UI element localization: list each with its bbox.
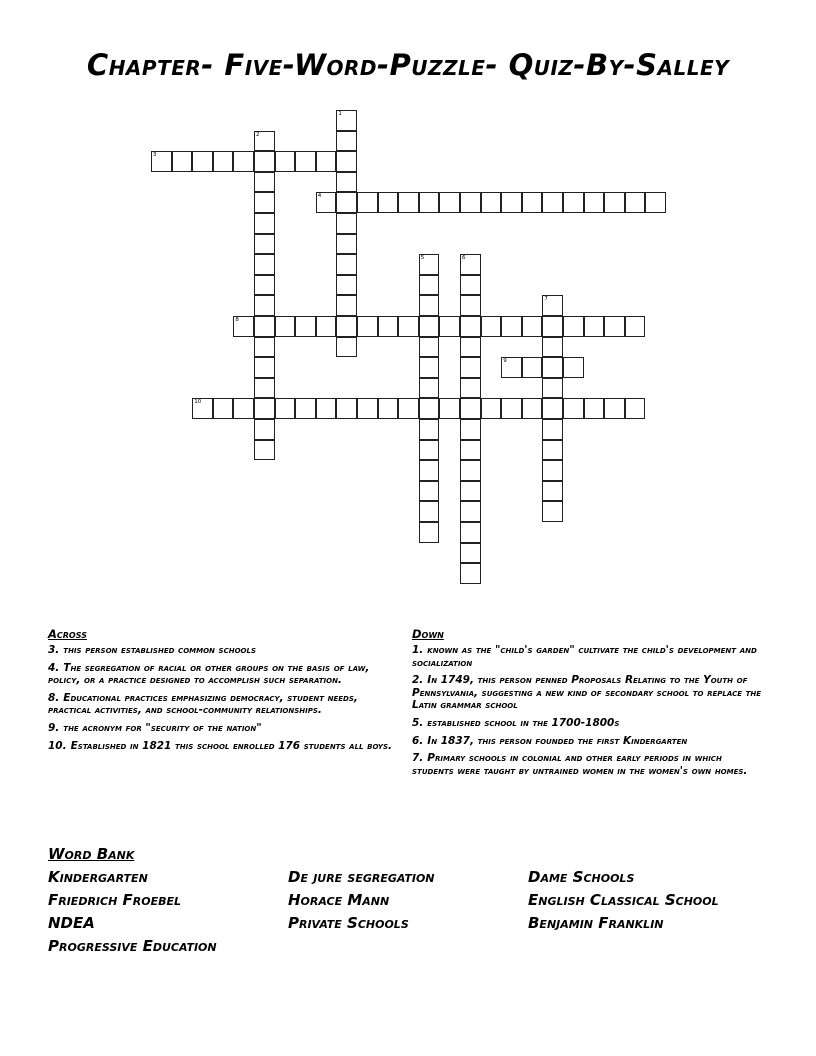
cell-number: 10	[194, 399, 202, 406]
grid-cell[interactable]	[378, 398, 399, 419]
grid-cell[interactable]	[460, 295, 481, 316]
grid-cell[interactable]	[254, 275, 275, 296]
grid-cell[interactable]	[460, 254, 481, 275]
grid-cell[interactable]	[172, 151, 193, 172]
grid-cell[interactable]	[254, 131, 275, 152]
grid-cell[interactable]	[233, 316, 254, 337]
grid-cell[interactable]	[419, 440, 440, 461]
grid-cell[interactable]	[254, 234, 275, 255]
cell-number: 3	[153, 152, 157, 159]
grid-cell[interactable]	[460, 357, 481, 378]
grid-cell[interactable]	[357, 192, 378, 213]
grid-cell[interactable]	[542, 378, 563, 399]
grid-cell[interactable]	[542, 192, 563, 213]
cell-number: 8	[235, 317, 239, 323]
grid-cell[interactable]	[439, 316, 460, 337]
word-bank-item: Horace Mann	[288, 891, 390, 909]
grid-cell[interactable]	[522, 357, 543, 378]
grid-cell[interactable]	[316, 151, 337, 172]
grid-cell[interactable]	[481, 398, 502, 419]
grid-cell[interactable]	[542, 357, 563, 378]
grid-cell[interactable]	[460, 501, 481, 522]
grid-cell[interactable]	[254, 151, 275, 172]
across-clues	[48, 627, 393, 757]
grid-cell[interactable]	[501, 357, 522, 378]
grid-cell[interactable]	[316, 192, 337, 213]
grid-cell[interactable]	[275, 398, 296, 419]
grid-cell[interactable]	[336, 151, 357, 172]
grid-cell[interactable]	[419, 378, 440, 399]
grid-cell[interactable]	[254, 398, 275, 419]
grid-cell[interactable]	[584, 398, 605, 419]
cell-number: 9	[503, 358, 507, 365]
grid-cell[interactable]	[336, 213, 357, 234]
grid-cell[interactable]	[460, 543, 481, 564]
grid-cell[interactable]	[460, 337, 481, 358]
grid-cell[interactable]	[336, 234, 357, 255]
grid-cell[interactable]	[501, 398, 522, 419]
clue-across-9: 9. the acronym for "security of the nation"	[48, 721, 262, 734]
clue-across-8: 8. Educational practices emphasizing democracy, student needs, practical activities, and school-community relationships.	[48, 691, 358, 717]
grid-cell[interactable]	[439, 192, 460, 213]
grid-cell[interactable]	[419, 481, 440, 502]
grid-cell[interactable]	[275, 316, 296, 337]
grid-cell[interactable]	[213, 398, 234, 419]
grid-cell[interactable]	[542, 316, 563, 337]
word-bank-item: Progressive Education	[48, 937, 217, 955]
grid-cell[interactable]	[542, 419, 563, 440]
cell-number: 4	[317, 193, 322, 200]
grid-cell[interactable]	[419, 192, 440, 213]
grid-cell[interactable]	[254, 337, 275, 358]
clue-down-6: 6. In 1837, this person founded the first Kindergarten	[412, 734, 688, 747]
grid-cell[interactable]	[336, 192, 357, 213]
clue-down-5: 5. established school in the 1700-1800s	[412, 716, 620, 729]
cell-number: 1	[338, 111, 342, 117]
grid-cell[interactable]	[419, 295, 440, 316]
grid-cell[interactable]	[295, 151, 316, 172]
grid-cell[interactable]	[419, 522, 440, 543]
grid-cell[interactable]	[254, 172, 275, 193]
grid-cell[interactable]	[542, 460, 563, 481]
grid-cell[interactable]	[419, 398, 440, 419]
grid-cell[interactable]	[604, 316, 625, 337]
grid-cell[interactable]	[295, 316, 316, 337]
grid-cell[interactable]	[522, 398, 543, 419]
grid-cell[interactable]	[254, 419, 275, 440]
grid-cell[interactable]	[460, 192, 481, 213]
grid-cell[interactable]	[254, 440, 275, 461]
down-clues	[412, 627, 767, 782]
grid-cell[interactable]	[460, 419, 481, 440]
grid-cell[interactable]	[316, 316, 337, 337]
grid-cell[interactable]	[336, 110, 357, 131]
grid-cell[interactable]	[460, 460, 481, 481]
grid-cell[interactable]	[398, 316, 419, 337]
word-bank-item: Dame Schools	[528, 868, 635, 886]
grid-cell[interactable]	[254, 254, 275, 275]
word-bank-item: Private Schools	[288, 914, 409, 932]
grid-cell[interactable]	[563, 192, 584, 213]
grid-cell[interactable]	[542, 337, 563, 358]
grid-cell[interactable]	[316, 398, 337, 419]
grid-cell[interactable]	[460, 316, 481, 337]
grid-cell[interactable]	[254, 213, 275, 234]
cell-number: 6	[462, 255, 466, 262]
word-bank-item: NDEA	[48, 914, 95, 932]
word-bank-heading: Word Bank	[48, 845, 135, 863]
grid-cell[interactable]	[481, 316, 502, 337]
grid-cell[interactable]	[460, 522, 481, 543]
grid-cell[interactable]	[295, 398, 316, 419]
clue-across-4: 4. The segregation of racial or other groups on the basis of law, policy, or a practice designed to accomplish such separation.	[48, 661, 370, 687]
grid-cell[interactable]	[460, 398, 481, 419]
grid-cell[interactable]	[439, 398, 460, 419]
grid-cell[interactable]	[254, 192, 275, 213]
clue-down-7: 7. Primary schools in colonial and other early periods in which students were taught by untrained women in the women's own homes.	[412, 752, 748, 777]
grid-cell[interactable]	[254, 316, 275, 337]
grid-cell[interactable]	[275, 151, 296, 172]
grid-cell[interactable]	[336, 131, 357, 152]
grid-cell[interactable]	[378, 192, 399, 213]
grid-cell[interactable]	[192, 151, 213, 172]
word-bank-item: English Classical School	[528, 891, 719, 909]
grid-cell[interactable]	[336, 398, 357, 419]
grid-cell[interactable]	[336, 337, 357, 358]
word-bank-item: Kindergarten	[48, 868, 148, 886]
grid-cell[interactable]	[604, 192, 625, 213]
grid-cell[interactable]	[460, 378, 481, 399]
grid-cell[interactable]	[357, 398, 378, 419]
grid-cell[interactable]	[336, 295, 357, 316]
puzzle-title: Chapter- Five-Word-Puzzle- Quiz-By-Salley	[86, 48, 730, 82]
grid-cell[interactable]	[584, 316, 605, 337]
grid-cell[interactable]	[419, 254, 440, 275]
grid-cell[interactable]	[336, 172, 357, 193]
grid-cell[interactable]	[378, 316, 399, 337]
grid-cell[interactable]	[419, 316, 440, 337]
grid-cell[interactable]	[563, 316, 584, 337]
grid-cell[interactable]	[584, 192, 605, 213]
grid-cell[interactable]	[254, 378, 275, 399]
grid-cell[interactable]	[233, 151, 254, 172]
grid-cell[interactable]	[398, 192, 419, 213]
grid-cell[interactable]	[625, 192, 646, 213]
grid-cell[interactable]	[419, 337, 440, 358]
clue-across-3: 3. this person established common schools	[48, 644, 256, 656]
clue-across-10: 10. Established in 1821 this school enrolled 176 students all boys.	[48, 739, 393, 752]
grid-cell[interactable]	[233, 398, 254, 419]
grid-cell[interactable]	[542, 440, 563, 461]
grid-cell[interactable]	[419, 419, 440, 440]
grid-cell[interactable]	[563, 357, 584, 378]
grid-cell[interactable]	[419, 275, 440, 296]
cell-number: 2	[256, 131, 260, 138]
grid-cell[interactable]	[213, 151, 234, 172]
grid-cell[interactable]	[419, 501, 440, 522]
grid-cell[interactable]	[254, 357, 275, 378]
down-heading: Down	[412, 627, 444, 641]
grid-cell[interactable]	[481, 192, 502, 213]
grid-cell[interactable]	[542, 481, 563, 502]
grid-cell[interactable]	[625, 398, 646, 419]
grid-cell[interactable]	[398, 398, 419, 419]
grid-cell[interactable]	[357, 316, 378, 337]
across-heading: Across	[48, 627, 87, 641]
grid-cell[interactable]	[336, 254, 357, 275]
word-bank	[48, 845, 788, 957]
word-bank-item: De jure segregation	[288, 868, 435, 886]
cell-number: 7	[544, 296, 548, 303]
grid-cell[interactable]	[645, 192, 666, 213]
grid-cell[interactable]	[542, 398, 563, 419]
grid-cell[interactable]	[419, 460, 440, 481]
grid-cell[interactable]	[254, 295, 275, 316]
grid-cell[interactable]	[501, 316, 522, 337]
grid-cell[interactable]	[151, 151, 172, 172]
grid-cell[interactable]	[522, 192, 543, 213]
grid-cell[interactable]	[460, 481, 481, 502]
grid-cell[interactable]	[522, 316, 543, 337]
cell-number: 5	[420, 255, 425, 262]
grid-cell[interactable]	[563, 398, 584, 419]
grid-cell[interactable]	[542, 295, 563, 316]
grid-cell[interactable]	[460, 440, 481, 461]
word-bank-item: Benjamin Franklin	[528, 914, 664, 932]
grid-cell[interactable]	[419, 357, 440, 378]
grid-cell[interactable]	[192, 398, 213, 419]
grid-cell[interactable]	[604, 398, 625, 419]
clue-down-1: 1. known as the "child's garden" cultivate the child's development and socialization	[412, 644, 757, 669]
clue-down-2: 2. In 1749, this person penned Proposals Relating to the Youth of Pennsylvania, suggesting a new kind of secondary school to replace the Latin grammar school	[412, 674, 762, 712]
grid-cell[interactable]	[336, 316, 357, 337]
grid-cell[interactable]	[460, 563, 481, 584]
grid-cell[interactable]	[542, 501, 563, 522]
grid-cell[interactable]	[460, 275, 481, 296]
word-bank-item: Friedrich Froebel	[48, 891, 182, 909]
grid-cell[interactable]	[625, 316, 646, 337]
grid-cell[interactable]	[336, 275, 357, 296]
grid-cell[interactable]	[501, 192, 522, 213]
